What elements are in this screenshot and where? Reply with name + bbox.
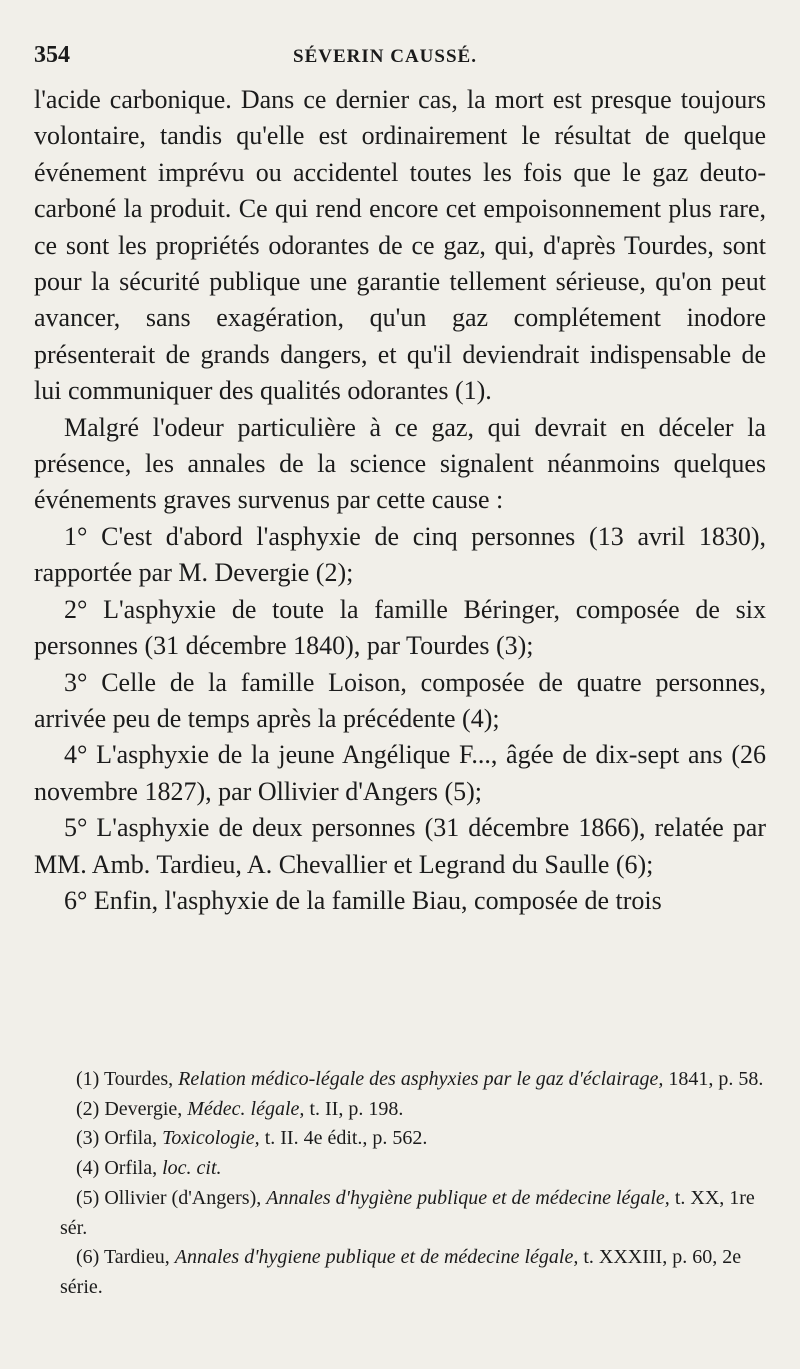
footnote-author: Tourdes, [103,1068,174,1090]
page-header [34,42,766,82]
footnote-number: (6) [76,1246,100,1269]
footnote-reference: t. II. 4e édit., p. 562. [264,1127,428,1150]
footnote-reference: 1841, p. 58. [668,1068,764,1090]
footnote-number: (3) [76,1127,100,1150]
list-item: 4° L'asphyxie de la jeune Angélique F..., âgée de dix-sept ans (26 novembre 1827), par Ollivier d'Angers (5); [34,740,766,806]
footnote-title: Médec. légale, [187,1097,305,1120]
footnote-author: Orfila, [104,1157,158,1180]
footnote-title: Annales d'hygiene publique et de médecine légale, [174,1246,579,1269]
footnote-number: (2) [76,1097,100,1120]
list-item: 3° Celle de la famille Loison, composée de quatre personnes, arrivée peu de temps après la précédente (4); [34,667,766,733]
footnote-reference: t. II, p. 198. [309,1097,404,1120]
page-number: 354 [34,42,70,68]
running-head: SÉVERIN CAUSSÉ. [293,46,477,67]
footnote [60,1154,766,1184]
paragraph: l'acide carbonique. Dans ce dernier cas, la mort est presque toujours volontaire, tandis qu'elle est ordinairement le résultat de quelque événement imprévu ou accidentel toutes les fois que le gaz deuto-carboné la produit. Ce qui rend encore cet empoisonnement plus rare, ce sont les propriétés odorantes de ce gaz, qui, d'après Tourdes, sont pour la sécurité publique une garantie tellement sérieuse, qu'on peut avancer, sans exagération, qu'un gaz complétement inodore présenterait de grands dangers, et qu'il deviendrait indispensable de lui communiquer des qualités odorantes (1). [34,85,766,406]
footnote-title: Relation médico-légale des asphyxies par le gaz d'éclairage, [178,1068,664,1090]
footnote-title: Toxicologie, [162,1127,260,1150]
footnote-number: (1) [76,1068,100,1090]
footnote [60,1243,766,1302]
footnote-title: Annales d'hygiène publique et de médecine légale, [266,1186,670,1209]
paragraph: Malgré l'odeur particulière à ce gaz, qui devrait en déceler la présence, les annales de la science signalent néanmoins quelques événements graves survenus par cette cause : [34,412,766,515]
footnote [60,1124,766,1154]
footnote [60,1184,766,1243]
footnote [60,1095,766,1125]
list-item: 6° Enfin, l'asphyxie de la famille Biau, composée de trois [64,885,662,915]
list-item: 5° L'asphyxie de deux personnes (31 décembre 1866), relatée par MM. Amb. Tardieu, A. Chevallier et Legrand du Saulle (6); [34,813,766,879]
footnote-number: (5) [76,1186,100,1209]
footnote-reference: t. XX, 1re sér. [60,1186,755,1239]
footnotes [60,1065,766,1303]
list-item: 2° L'asphyxie de toute la famille Béringer, composée de six personnes (31 décembre 1840), par Tourdes (3); [34,594,766,661]
footnote-author: Devergie, [104,1097,183,1120]
footnote-number: (4) [76,1157,100,1180]
list-item: 1° C'est d'abord l'asphyxie de cinq personnes (13 avril 1830), rapportée par M. Devergie (2); [34,521,766,588]
footnote-reference: t. XXXIII, p. 60, 2e série. [60,1246,742,1298]
footnote [60,1065,766,1095]
footnote-author: Tardieu, [103,1246,170,1269]
body-text [34,82,766,919]
footnote-title: loc. cit. [162,1157,222,1180]
footnote-author: Orfila, [104,1127,158,1150]
footnote-author: Ollivier (d'Angers), [104,1186,262,1209]
